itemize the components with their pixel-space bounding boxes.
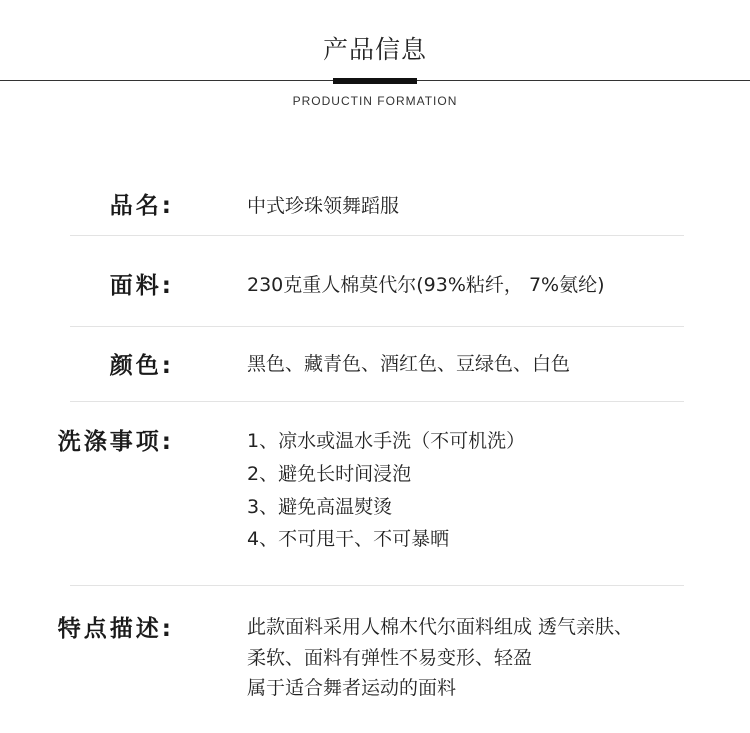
color-value: 黑色、藏青色、酒红色、豆绿色、白色 bbox=[247, 353, 571, 375]
washing-label: 洗涤事项: bbox=[57, 429, 174, 455]
washing-line: 2、避免长时间浸泡 bbox=[247, 463, 412, 485]
row-divider bbox=[70, 401, 684, 402]
row-divider bbox=[70, 235, 684, 236]
washing-line: 4、不可甩干、不可暴晒 bbox=[247, 528, 450, 550]
header-accent-bar bbox=[333, 78, 417, 84]
fabric-value: 230克重人棉莫代尔(93%粘纤， 7%氨纶) bbox=[247, 274, 605, 296]
fabric-label: 面料: bbox=[109, 273, 174, 299]
name-value: 中式珍珠领舞蹈服 bbox=[247, 195, 400, 217]
features-line: 属于适合舞者运动的面料 bbox=[247, 677, 457, 699]
features-label: 特点描述: bbox=[57, 616, 174, 642]
page-subtitle: PRODUCTIN FORMATION bbox=[292, 94, 458, 108]
name-label: 品名: bbox=[109, 193, 174, 219]
features-line: 此款面料采用人棉木代尔面料组成 透气亲肤、 bbox=[247, 616, 634, 638]
row-divider bbox=[70, 326, 684, 327]
row-divider bbox=[70, 585, 684, 586]
washing-line: 3、避免高温熨烫 bbox=[247, 496, 393, 518]
page-title: 产品信息 bbox=[322, 35, 427, 64]
color-label: 颜色: bbox=[109, 353, 174, 379]
washing-line: 1、凉水或温水手洗（不可机洗） bbox=[247, 430, 526, 452]
features-line: 柔软、面料有弹性不易变形、轻盈 bbox=[247, 647, 533, 669]
